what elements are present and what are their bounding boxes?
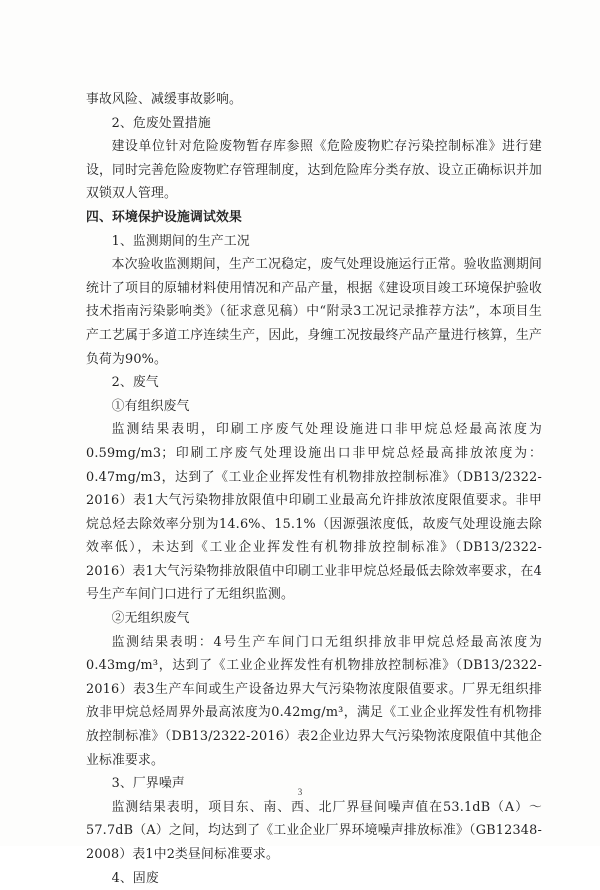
subheading-hazardous-waste: 2、危废处置措施 bbox=[111, 115, 211, 131]
page-body bbox=[86, 88, 542, 890]
subheading-organized-exhaust: ①有组织废气 bbox=[111, 398, 190, 414]
paragraph-hazardous-waste: 建设单位针对危险废物暂存库参照《危险废物贮存污染控制标准》进行建设，同时完善危险废物贮存管理制度，达到危险库分类存放、设立正确标识并加双锁双人管理。 bbox=[86, 139, 542, 202]
paragraph-production-conditions: 本次验收监测期间，生产工况稳定，废气处理设施运行正常。验收监测期间统计了项目的原辅材料使用情况和产品产量，根据《建设项目竣工环境保护验收技术指南污染影响类》（征求意见稿）中“附录3工况记录推荐方法”，本项目生产工艺属于多道工序连续生产，因此，身缠工况按最终产品产量进行核算，生产负荷为90%。 bbox=[86, 257, 542, 367]
subheading-solid-waste: 4、固废 bbox=[111, 870, 159, 886]
paragraph-boundary-noise: 监测结果表明，项目东、南、西、北厂界昼间噪声值在53.1dB（A）～57.7dB（A）之间，均达到了《工业企业厂界环境噪声排放标准》（GB12348-2008）表1中2类昼间标准要求。 bbox=[86, 799, 542, 862]
paragraph-unorganized-exhaust: 监测结果表明：4号生产车间门口无组织排放非甲烷总烃最高浓度为0.43mg/m³，达到了《工业企业挥发性有机物排放控制标准》（DB13/2322-2016）表3生产车间或生产设备边界大气污染物浓度限值要求。厂界无组织排放非甲烷总烃周界外最高浓度为0.42mg/m³，满足《工业企业挥发性有机物排放控制标准》（DB13/2322-2016）表2企业边界大气污染物浓度限值中其他企业标准要求。 bbox=[86, 634, 542, 768]
page-number: 3 bbox=[297, 787, 303, 797]
paragraph-accident-impact: 事故风险、减缓事故影响。 bbox=[86, 92, 242, 107]
paragraph-organized-exhaust: 监测结果表明，印刷工序废气处理设施进口非甲烷总烃最高浓度为0.59mg/m3；印刷工序废气处理设施出口非甲烷总烃最高排放浓度为：0.47mg/m3，达到了《工业企业挥发性有机物排放控制标准》（DB13/2322-2016）表1大气污染物排放限值中印刷工业最高允许排放浓度限值要求。非甲烷总烃去除效率分别为14.6%、15.1%（因源强浓度低，故废气处理设施去除效率低），未达到《工业企业挥发性有机物排放控制标准》（DB13/2322-2016）表1大气污染物排放限值中印刷工业非甲烷总烃最低去除效率要求，在4号生产车间门口进行了无组织监测。 bbox=[86, 422, 542, 603]
subheading-exhaust-gas: 2、废气 bbox=[111, 375, 159, 391]
subheading-unorganized-exhaust: ②无组织废气 bbox=[111, 611, 190, 627]
subheading-production-conditions: 1、监测期间的生产工况 bbox=[111, 233, 250, 249]
subheading-boundary-noise: 3、厂界噪声 bbox=[111, 776, 185, 792]
section-heading-environmental-protection: 四、环境保护设施调试效果 bbox=[86, 209, 242, 225]
